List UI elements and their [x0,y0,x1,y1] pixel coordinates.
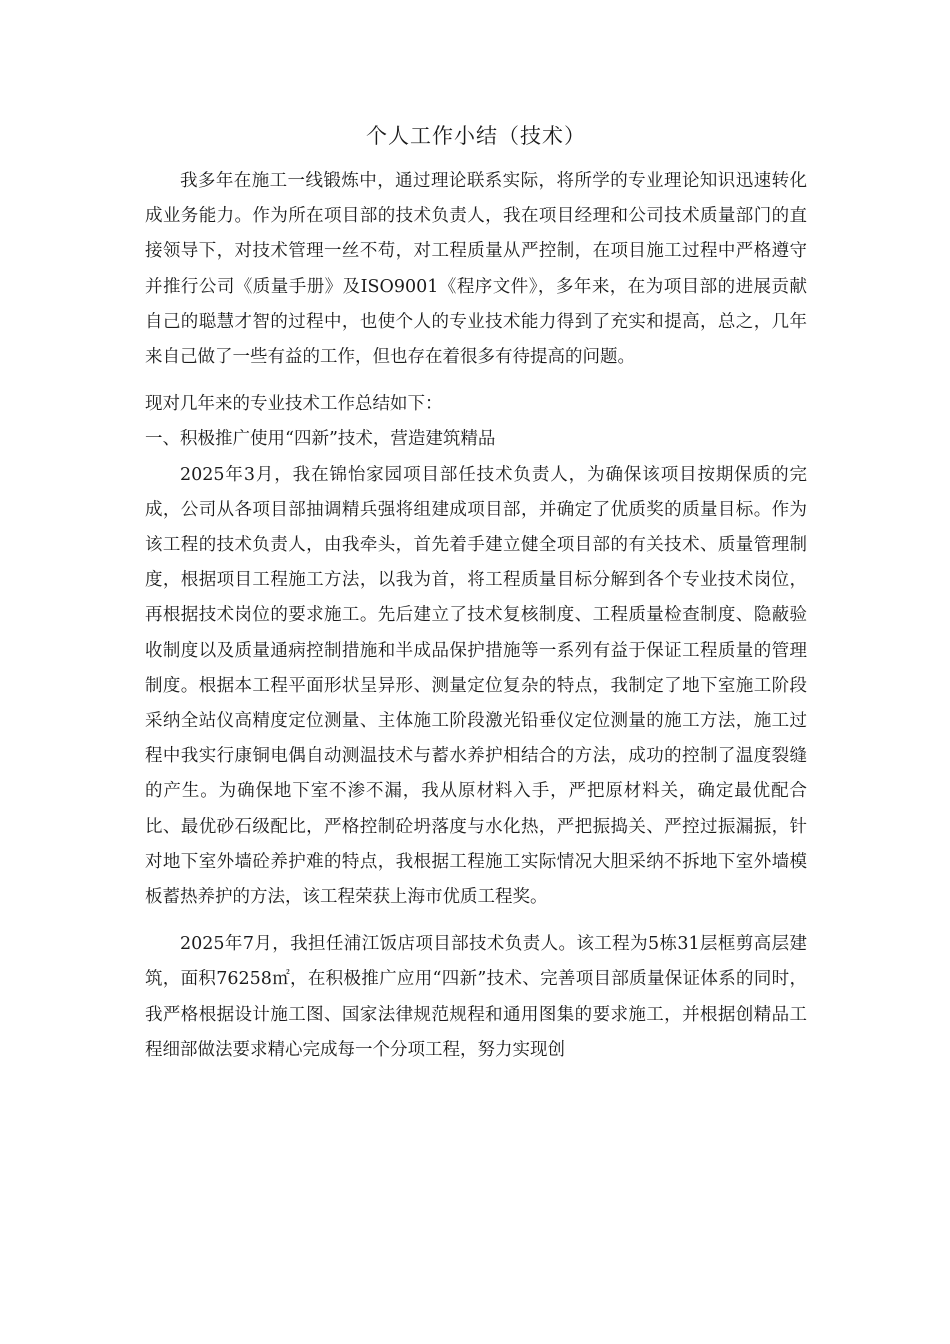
document-title: 个人工作小结（技术） [366,124,586,148]
body-paragraph-2025-march: 2025年3月，我在锦怡家园项目部任技术负责人，为确保该项目按期保质的完成，公司从各项目部抽调精兵强将组建成项目部，并确定了优质奖的质量目标。作为该工程的技术负责人，由我牵头，首先着手建立健全项目部的有关技术、质量管理制度，根据项目工程施工方法，以我为首，将工程质量目标分解到各个专业技术岗位，再根据技术岗位的要求施工。先后建立了技术复核制度、工程质量检查制度、隐蔽验收制度以及质量通病控制措施和半成品保护措施等一系列有益于保证工程质量的管理制度。根据本工程平面形状呈异形、测量定位复杂的特点，我制定了地下室施工阶段采纳全站仪高精度定位测量、主体施工阶段激光铅垂仪定位测量的施工方法，施工过程中我实行康铜电偶自动测温技术与蓄水养护相结合的方法，成功的控制了温度裂缝的产生。为确保地下室不渗不漏，我从原材料入手，严把原材料关，确定最优配合比、最优砂石级配比，严格控制砼坍落度与水化热，严把振捣关、严控过振漏振，针对地下室外墙砼养护难的特点，我根据工程施工实际情况大胆采纳不拆地下室外墙模板蓄热养护的方法，该工程荣获上海市优质工程奖。 [145,464,807,908]
document-body [145,118,807,1068]
summary-lead-line: 现对几年来的专业技术工作总结如下： [145,394,443,415]
section-heading-1: 一、积极推广使用“四新”技术，营造建筑精品 [145,429,496,450]
body-paragraph-2025-july: 2025年7月，我担任浦江饭店项目部技术负责人。该工程为5栋31层框剪高层建筑，面积76258㎡，在积极推广应用“四新”技术、完善项目部质量保证体系的同时，我严格根据设计施工图、国家法律规范规程和通用图集的要求施工，并根据创精品工程细部做法要求精心完成每一个分项工程，努力实现创 [145,934,807,1060]
intro-paragraph: 我多年在施工一线锻炼中，通过理论联系实际，将所学的专业理论知识迅速转化成业务能力。作为所在项目部的技术负责人，我在项目经理和公司技术质量部门的直接领导下，对技术管理一丝不苟，对工程质量从严控制，在项目施工过程中严格遵守并推行公司《质量手册》及ISO9001《程序文件》，多年来，在为项目部的进展贡献自己的聪慧才智的过程中，也使个人的专业技术能力得到了充实和提高，总之，几年来自己做了一些有益的工作，但也存在着很多有待提高的问题。 [145,171,807,368]
